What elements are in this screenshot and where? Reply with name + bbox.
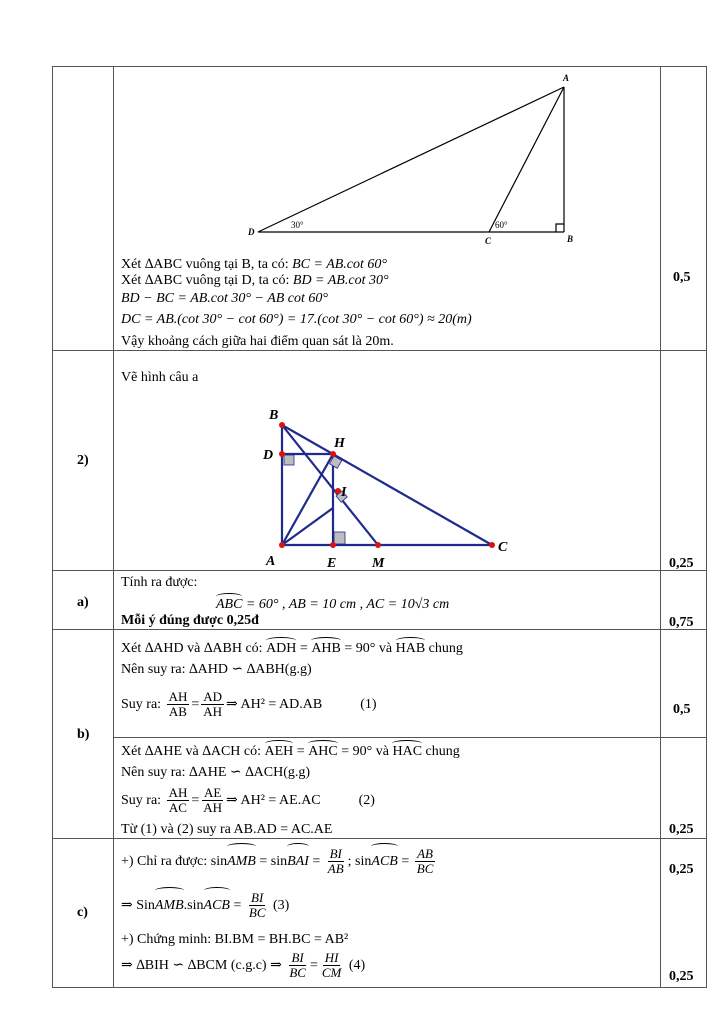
rowa-score-cell bbox=[660, 570, 707, 630]
row1-label-cell bbox=[52, 66, 114, 351]
rowb-score1: 0,5 bbox=[673, 702, 691, 717]
rowa-score: 0,75 bbox=[669, 615, 694, 630]
row2-score: 0,25 bbox=[669, 556, 694, 571]
rowc-label-cell bbox=[52, 838, 114, 988]
rowc-content-cell bbox=[113, 838, 661, 988]
row2-intro: Vẽ hình câu a bbox=[121, 370, 199, 385]
rowc-line1: +) Chỉ ra được: sinAMB = sinBAI = $\frac{BI}{AB}$ ; sinACB = $\frac{AB}{BC}$ bbox=[121, 846, 434, 877]
row1-line2: Xét ∆ABC vuông tại D, ta có: BD = AB.cot 30° bbox=[121, 273, 389, 288]
rowb-score2-cell bbox=[660, 737, 707, 839]
rowc-score1: 0,25 bbox=[669, 862, 694, 877]
fig2-label-D: D bbox=[263, 448, 274, 463]
row1-conclusion: Vậy khoảng cách giữa hai điểm quan sát là 20m. bbox=[121, 334, 394, 349]
rowa-note: Mỗi ý đúng được 0,25đ bbox=[121, 613, 259, 628]
rowa-content-cell bbox=[113, 570, 661, 630]
fig2-label-M: M bbox=[372, 556, 385, 571]
rowb-p2-line3: Suy ra: $\frac{AH}{AC}$ = $\frac{AE}{AH}$ ⇒ AH² = AE.AC (2) bbox=[121, 785, 375, 816]
rowb-part2-cell bbox=[113, 737, 661, 839]
rowb-score2: 0,25 bbox=[669, 822, 694, 837]
row1-line1: Xét ∆ABC vuông tại B, ta có: BC = AB.cot 60° bbox=[121, 257, 387, 272]
rowb-label: b) bbox=[77, 727, 90, 742]
row2-label: 2) bbox=[77, 453, 89, 468]
figure-2-triangle bbox=[114, 351, 662, 572]
figure-1-triangle bbox=[114, 67, 662, 257]
row1-score-cell bbox=[660, 66, 707, 351]
rowc-score-cell bbox=[660, 838, 707, 988]
rowc-score2: 0,25 bbox=[669, 969, 694, 984]
rowb-score1-cell bbox=[660, 629, 707, 738]
angle-C-label: 60° bbox=[495, 220, 508, 230]
rowc-label: c) bbox=[77, 905, 88, 920]
row2-score-cell bbox=[660, 350, 707, 571]
row1-line3: BD − BC = AB.cot 30° − AB cot 60° bbox=[121, 291, 328, 306]
fig2-label-B: B bbox=[269, 408, 279, 423]
label-B: B bbox=[567, 234, 574, 244]
rowb-p1-line3: Suy ra: $\frac{AH}{AB}$ = $\frac{AD}{AH}$ ⇒ AH² = AD.AB (1) bbox=[121, 689, 377, 720]
label-A: A bbox=[563, 73, 570, 83]
label-C: C bbox=[485, 236, 492, 246]
fig2-label-I: I bbox=[341, 485, 347, 500]
rowc-line2: ⇒ SinAMB.sinACB = $\frac{BI}{BC}$ (3) bbox=[121, 890, 290, 921]
rowc-line4: ⇒ ∆BIH ∽ ∆BCM (c.g.c) ⇒ $\frac{BI}{BC}$ = $\frac{HI}{CM}$ (4) bbox=[121, 950, 366, 981]
row2-label-cell bbox=[52, 350, 114, 571]
rowb-p2-line1: Xét ∆AHE và ∆ACH có: AEH = AHC = 90° và HAC chung bbox=[121, 744, 460, 759]
rowa-label: a) bbox=[77, 595, 89, 610]
rowa-label-cell bbox=[52, 570, 114, 630]
row1-score: 0,5 bbox=[673, 270, 691, 285]
fig2-label-E: E bbox=[327, 556, 337, 571]
fig2-label-A: A bbox=[266, 554, 276, 569]
fig2-label-C: C bbox=[498, 540, 508, 555]
rowa-values: ABC = 60° , AB = 10 cm , AC = 10√3 cm bbox=[216, 597, 450, 612]
rowb-p2-line4: Từ (1) và (2) suy ra AB.AD = AC.AE bbox=[121, 822, 333, 837]
rowa-line1: Tính ra được: bbox=[121, 575, 198, 590]
rowb-part1-cell bbox=[113, 629, 661, 738]
row1-line4: DC = AB.(cot 30° − cot 60°) = 17.(cot 30° − cot 60°) ≈ 20(m) bbox=[121, 312, 472, 327]
rowb-label-cell bbox=[52, 629, 114, 839]
angle-D-label: 30° bbox=[291, 220, 304, 230]
rowb-p1-line1: Xét ∆AHD và ∆ABH có: ADH = AHB = 90° và HAB chung bbox=[121, 641, 463, 656]
row1-content-cell bbox=[113, 66, 661, 351]
label-D: D bbox=[248, 227, 255, 237]
rowb-p1-line2: Nên suy ra: ∆AHD ∽ ∆ABH(g.g) bbox=[121, 662, 312, 677]
rowb-p2-line2: Nên suy ra: ∆AHE ∽ ∆ACH(g.g) bbox=[121, 765, 311, 780]
fig2-label-H: H bbox=[334, 436, 345, 451]
row2-content-cell bbox=[113, 350, 661, 571]
answer-table bbox=[52, 66, 707, 988]
rowc-line3: +) Chứng minh: BI.BM = BH.BC = AB² bbox=[121, 932, 349, 947]
